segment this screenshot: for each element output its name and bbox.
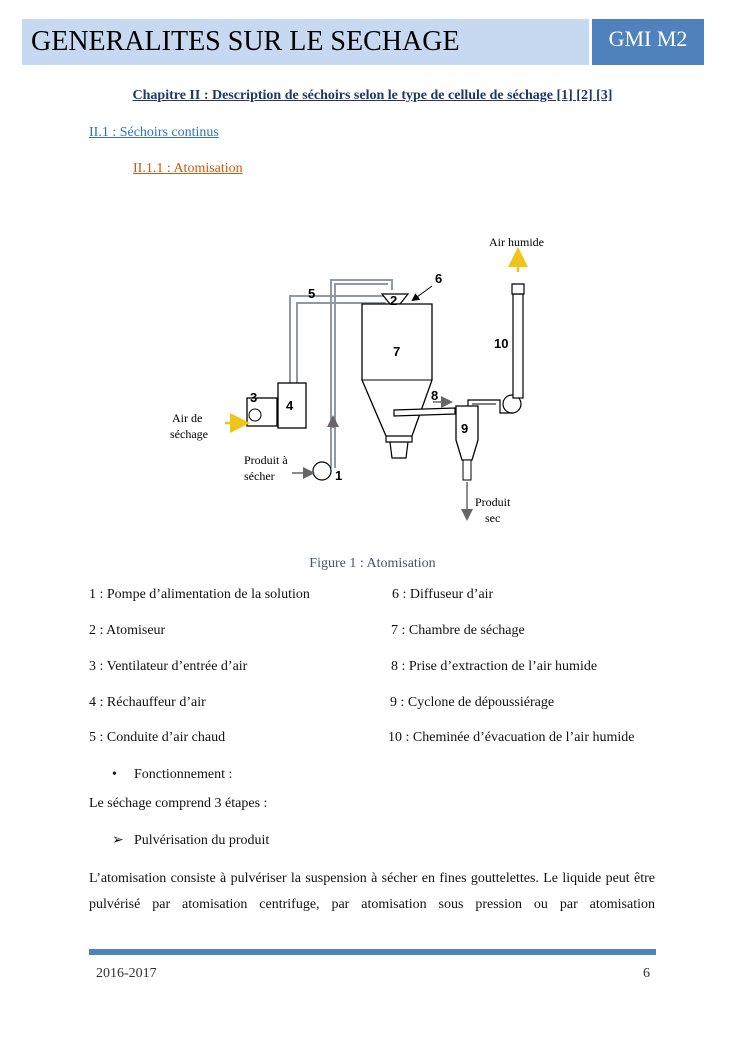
page-number: 6 [643, 966, 650, 981]
label-sechage: séchage [170, 427, 208, 441]
footer-year: 2016-2017 [96, 966, 157, 981]
feed-pump [313, 462, 331, 480]
course-badge: GMI M2 [592, 19, 704, 65]
bullet-text: Fonctionnement : [134, 767, 233, 782]
legend-item: 3 : Ventilateur d’entrée d’air [89, 659, 248, 674]
legend-item: 8 : Prise d’extraction de l’air humide [391, 659, 598, 674]
diagram-number-9: 9 [461, 421, 469, 436]
label-air-de: Air de [172, 411, 203, 425]
footer-divider [89, 949, 656, 955]
chimney [513, 294, 523, 398]
legend-item: 2 : Atomiseur [89, 623, 166, 638]
bullet-item [112, 767, 232, 783]
arrow-list-item [112, 832, 269, 849]
label-produit-a: Produit à [244, 453, 288, 467]
label-secher: sécher [244, 469, 275, 483]
arrow-bullet-icon: ➢ [112, 833, 124, 848]
label-sec: sec [485, 511, 501, 525]
bullet-marker: • [112, 767, 117, 782]
arrow-item-text: Pulvérisation du produit [134, 833, 270, 848]
subsection-heading: II.1.1 : Atomisation [133, 161, 243, 176]
diagram-number-7: 7 [393, 344, 401, 359]
legend-item: 10 : Cheminée d’évacuation de l’air humide [388, 730, 635, 745]
document-header-title: GENERALITES SUR LE SECHAGE [22, 19, 589, 65]
diagram-number-8: 8 [431, 388, 439, 403]
diagram-number-6: 6 [435, 271, 443, 286]
diagram-number-3: 3 [250, 390, 258, 405]
body-paragraph: L’atomisation consiste à pulvériser la suspension à sécher en fines gouttelettes. Le liquide peut être pulvérisé par atomisation centrifuge, par atomisation sous pression ou par atomisation [89, 871, 655, 912]
label-produit: Produit [475, 495, 511, 509]
diagram-number-1: 1 [335, 468, 343, 483]
diagram-number-10: 10 [494, 336, 509, 351]
legend-item: 5 : Conduite d’air chaud [89, 730, 226, 745]
figure-caption: Figure 1 : Atomisation [309, 556, 436, 571]
diagram-number-5: 5 [308, 286, 316, 301]
legend-item: 1 : Pompe d’alimentation de la solution [89, 587, 310, 602]
legend-item: 7 : Chambre de séchage [391, 623, 525, 638]
section-heading: II.1 : Séchoirs continus [89, 125, 219, 140]
legend-item: 9 : Cyclone de dépoussiérage [390, 695, 555, 710]
diagram-number-2: 2 [390, 293, 398, 308]
diagram-number-4: 4 [286, 398, 294, 413]
label-air-humide: Air humide [489, 235, 544, 249]
atomisation-diagram [150, 228, 570, 538]
intro-text: Le séchage comprend 3 étapes : [89, 796, 268, 811]
chapter-title: Chapitre II : Description de séchoirs selon le type de cellule de séchage [1] [2] [3] [132, 88, 613, 103]
legend-item: 6 : Diffuseur d’air [392, 587, 494, 602]
legend-item: 4 : Réchauffeur d’air [89, 695, 206, 710]
